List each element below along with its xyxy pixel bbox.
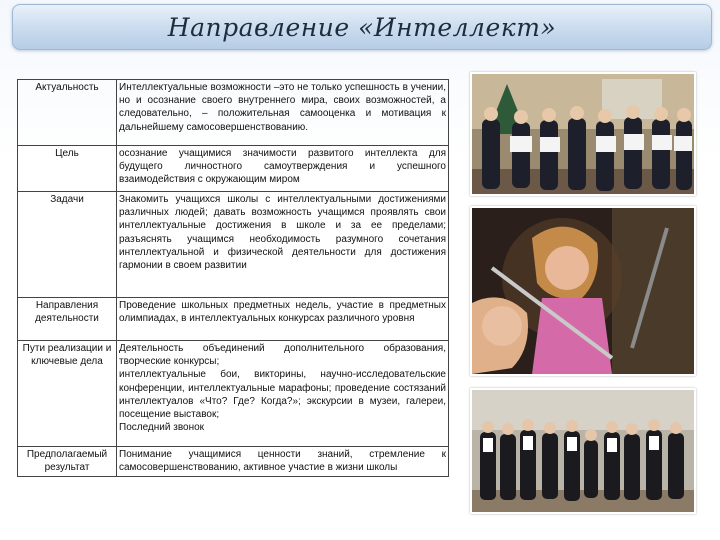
table-row	[18, 192, 449, 298]
row-label: Предполагаемый результат	[18, 447, 117, 477]
row-value	[117, 80, 449, 146]
title-bar	[12, 4, 712, 50]
row-value	[117, 341, 449, 447]
row-value	[117, 298, 449, 341]
table-row	[18, 80, 449, 146]
value-line: Деятельность объединений дополнительного образования, творческие конкурсы;	[119, 343, 446, 368]
photo-students-certificates	[470, 72, 696, 196]
row-label: Направления деятельности	[18, 298, 117, 341]
row-label: Цель	[18, 146, 117, 192]
table-row	[18, 146, 449, 192]
photo-girls-activity	[470, 206, 696, 376]
row-label: Задачи	[18, 192, 117, 298]
info-table	[17, 79, 449, 477]
value-line: Понимание учащимися ценности знаний, стремление к самосовершенствованию, активное участие в жизни школы	[119, 449, 446, 474]
value-line: интеллектуальные бои, викторины, научно-исследовательские конференции, интеллектуальные марафоны; проведение состязаний интеллектуалов «Что? Где? Когда?»; экскурсии в музеи, галереи, посещение выставок;	[119, 369, 446, 421]
row-value	[117, 447, 449, 477]
table-row	[18, 341, 449, 447]
photo-stage-group	[470, 388, 696, 514]
value-line: Интеллектуальные возможности –это не только успешность в учении, но и осознание своего внутреннего мира, своих возможностей, а следовательно, – положительная самооценка и мотивация к дальнейшему самосовершенствованию.	[119, 82, 446, 133]
table-row	[18, 447, 449, 477]
row-value	[117, 146, 449, 192]
row-label: Пути реализации и ключевые дела	[18, 341, 117, 447]
value-line: осознание учащимися значимости развитого интеллекта для будущего личностного самоутверждения и успешного взаимодействия с окружающим миром	[119, 148, 446, 186]
page-title: Направление «Интеллект»	[167, 12, 557, 42]
table-row	[18, 298, 449, 341]
row-value	[117, 192, 449, 298]
row-label: Актуальность	[18, 80, 117, 146]
value-line: Знакомить учащихся школы с интеллектуальными достижениями различных людей; давать возможность учащимся проявлять свои интеллектуальные достижения в школе и за ее пределами; разъяснять учащимся необходимость разумного сочетания интеллектуальной и физической деятельности для достижения гармонии в своем развитии	[119, 194, 446, 272]
value-line: Проведение школьных предметных недель, участие в предметных олимпиадах, в интеллектуальных конкурсах различного уровня	[119, 300, 446, 325]
value-line: Последний звонок	[119, 422, 205, 434]
